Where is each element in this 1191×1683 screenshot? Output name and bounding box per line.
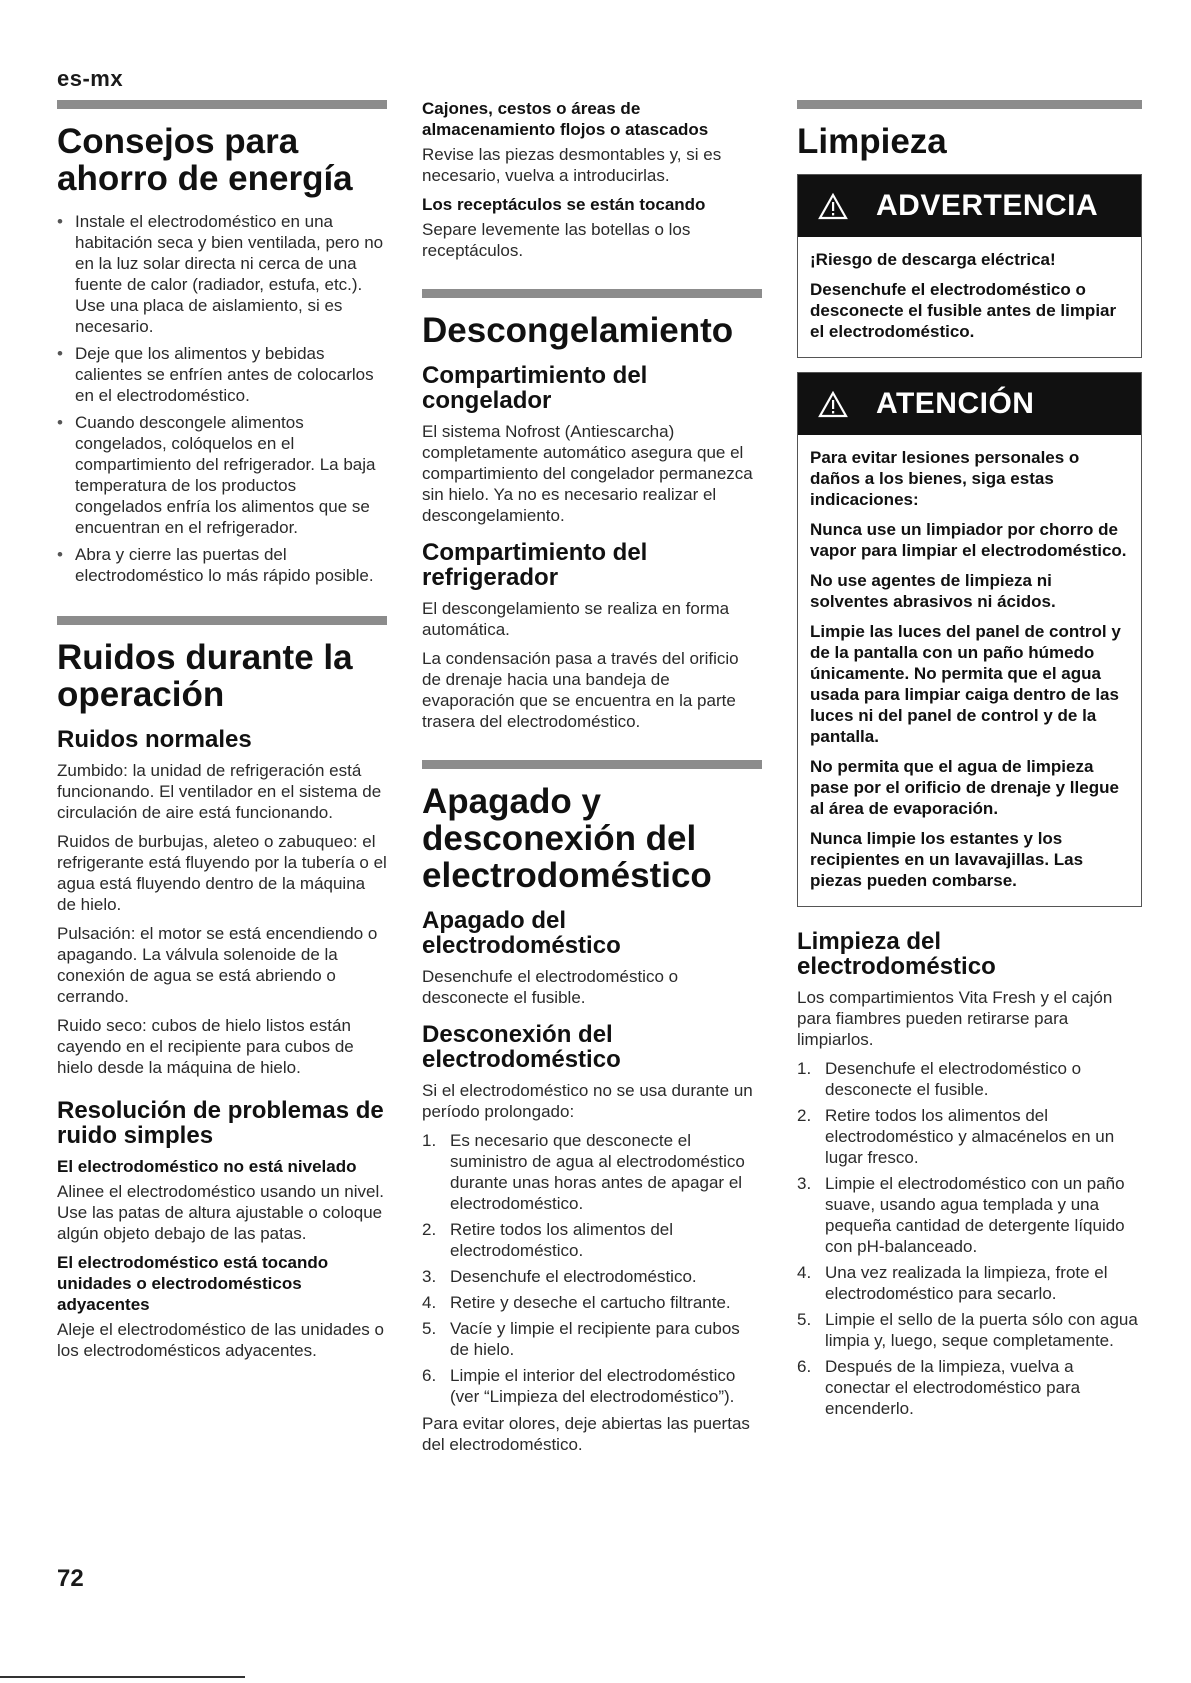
caution-line: Nunca use un limpiador por chorro de vapor para limpiar el electrodoméstico. xyxy=(810,520,1127,560)
language-code: es-mx xyxy=(57,66,124,91)
section-title-energy: Consejos para ahorro de energía xyxy=(57,122,353,198)
section-title-shutdown: Apagado y desconexión del electrodoméstico xyxy=(422,782,712,895)
list-item: 2. Retire todos los alimentos del electrodoméstico. xyxy=(422,1220,674,1260)
paragraph: El descongelamiento se realiza en forma automática. xyxy=(422,599,730,639)
section-divider xyxy=(57,616,387,625)
list-item: 6. Después de la limpieza, vuelva a conectar el electrodoméstico para encenderlo. xyxy=(797,1357,1081,1418)
page-number: 72 xyxy=(57,1565,84,1592)
problem-title-containers: Los receptáculos se están tocando xyxy=(422,195,706,214)
disconnect-steps-list xyxy=(422,1130,762,1407)
paragraph: Alinee el electrodoméstico usando un nivel. Use las patas de altura ajustable o coloque algún objeto debajo de las patas. xyxy=(57,1182,384,1243)
list-item: • Deje que los alimentos y bebidas calientes se enfríen antes de colocarlos en el electrodoméstico. xyxy=(57,343,387,406)
cleaning-steps-list xyxy=(797,1058,1142,1419)
list-item: 4. Una vez realizada la limpieza, frote el electrodoméstico para secarlo. xyxy=(797,1263,1108,1303)
column-middle xyxy=(422,98,762,1463)
paragraph: El sistema Nofrost (Antiescarcha) completamente automático asegura que el compartimiento del congelador permanezca sin hielo. Ya no es necesario realizar el descongelamiento. xyxy=(422,422,753,525)
subsection-title-clean-appliance: Limpieza del electrodoméstico xyxy=(797,928,996,980)
section-divider xyxy=(797,100,1142,109)
paragraph: Pulsación: el motor se está encendiendo o apagando. La válvula solenoide de la conexión de agua se está abriendo o cerrando. xyxy=(57,924,378,1006)
warning-label: ADVERTENCIA xyxy=(876,189,1099,222)
section-divider xyxy=(422,289,762,298)
paragraph: Para evitar olores, deje abiertas las puertas del electrodoméstico. xyxy=(422,1414,750,1454)
caution-header xyxy=(798,373,1141,435)
paragraph: Revise las piezas desmontables y, si es necesario, vuelva a introducirlas. xyxy=(422,145,722,185)
caution-box xyxy=(797,372,1142,907)
list-item: 3. Desenchufe el electrodoméstico. xyxy=(422,1267,697,1286)
list-item: • Abra y cierre las puertas del electrodoméstico lo más rápido posible. xyxy=(57,544,387,586)
problem-title-not-level: El electrodoméstico no está nivelado xyxy=(57,1157,357,1176)
problem-title-drawers: Cajones, cestos o áreas de almacenamiento flojos o atascados xyxy=(422,99,709,139)
list-item: 6. Limpie el interior del electrodoméstico (ver “Limpieza del electrodoméstico”). xyxy=(422,1366,736,1406)
warning-triangle-icon xyxy=(818,193,848,220)
section-divider xyxy=(57,100,387,109)
list-item: 5. Limpie el sello de la puerta sólo con agua limpia y, luego, seque completamente. xyxy=(797,1310,1138,1350)
paragraph: La condensación pasa a través del orificio de drenaje hacia una bandeja de evaporación que se encuentra en la parte trasera del electrodoméstico. xyxy=(422,649,739,731)
subsection-title-troubleshoot: Resolución de problemas de ruido simples xyxy=(57,1097,384,1149)
warning-box xyxy=(797,174,1142,358)
paragraph: Zumbido: la unidad de refrigeración está funcionando. El ventilador en el sistema de circulación de aire está funcionando. xyxy=(57,761,382,822)
caution-line: Limpie las luces del panel de control y de la pantalla con un paño húmedo únicamente. No permita que el agua usada para limpiar caiga dentro de las luces ni del panel de control y de la pantalla. xyxy=(810,622,1121,746)
paragraph: Aleje el electrodoméstico de las unidades o los electrodomésticos adyacentes. xyxy=(57,1320,384,1360)
problem-title-touching: El electrodoméstico está tocando unidades o electrodomésticos adyacentes xyxy=(57,1253,329,1314)
list-item: 3. Limpie el electrodoméstico con un paño suave, usando agua templada y una pequeña cantidad de detergente líquido con pH-balanceado. xyxy=(797,1174,1125,1256)
paragraph: Ruido seco: cubos de hielo listos están cayendo en el recipiente para cubos de hielo desde la máquina de hielo. xyxy=(57,1016,354,1077)
column-right xyxy=(797,100,1142,1425)
list-item: 1. Es necesario que desconecte el suministro de agua al electrodoméstico durante unas horas antes de apagar el electrodoméstico. xyxy=(422,1131,745,1213)
energy-tips-list xyxy=(57,211,387,586)
section-title-cleaning: Limpieza xyxy=(797,122,947,161)
caution-line: Para evitar lesiones personales o daños a los bienes, siga estas indicaciones: xyxy=(810,448,1080,509)
section-title-defrost: Descongelamiento xyxy=(422,311,734,350)
subsection-title-freezer: Compartimiento del congelador xyxy=(422,362,648,414)
section-title-noise: Ruidos durante la operación xyxy=(57,638,353,714)
warning-header xyxy=(798,175,1141,237)
warning-line: ¡Riesgo de descarga eléctrica! xyxy=(810,250,1056,269)
paragraph: Ruidos de burbujas, aleteo o zabuqueo: el refrigerante está fluyendo por la tubería o el agua está fluyendo dentro de la máquina de hielo. xyxy=(57,832,387,914)
paragraph: Si el electrodoméstico no se usa durante un período prolongado: xyxy=(422,1081,753,1121)
subsection-title-normal-noise: Ruidos normales xyxy=(57,726,252,753)
footer-rule xyxy=(0,1676,245,1678)
caution-line: Nunca limpie los estantes y los recipientes en un lavavajillas. Las piezas pueden combarse. xyxy=(810,829,1084,890)
list-item: 4. Retire y deseche el cartucho filtrante. xyxy=(422,1293,731,1312)
section-divider xyxy=(422,760,762,769)
paragraph: Desenchufe el electrodoméstico o desconecte el fusible. xyxy=(422,967,679,1007)
caution-body xyxy=(798,435,1141,906)
warning-line: Desenchufe el electrodoméstico o desconecte el fusible antes de limpiar el electrodoméstico. xyxy=(810,280,1117,341)
list-item: 1. Desenchufe el electrodoméstico o desconecte el fusible. xyxy=(797,1059,1082,1099)
subsection-title-power-off: Apagado del electrodoméstico xyxy=(422,907,621,959)
caution-triangle-icon xyxy=(818,391,848,418)
caution-label: ATENCIÓN xyxy=(876,387,1035,420)
paragraph: Separe levemente las botellas o los receptáculos. xyxy=(422,220,691,260)
column-left xyxy=(57,100,387,1369)
subsection-title-disconnect: Desconexión del electrodoméstico xyxy=(422,1021,621,1073)
paragraph: Los compartimientos Vita Fresh y el cajón para fiambres pueden retirarse para limpiarlos. xyxy=(797,988,1113,1049)
warning-body xyxy=(798,237,1141,357)
subsection-title-fridge: Compartimiento del refrigerador xyxy=(422,539,648,591)
list-item: 5. Vacíe y limpie el recipiente para cubos de hielo. xyxy=(422,1319,740,1359)
list-item: • Instale el electrodoméstico en una habitación seca y bien ventilada, pero no en la luz solar directa ni cerca de una fuente de calor (radiador, estufa, etc.). Use una placa de aislamiento, si es necesario. xyxy=(57,211,387,337)
caution-line: No use agentes de limpieza ni solventes abrasivos ni ácidos. xyxy=(810,571,1056,611)
caution-line: No permita que el agua de limpieza pase por el orificio de drenaje y llegue al área de evaporación. xyxy=(810,757,1119,818)
list-item: 2. Retire todos los alimentos del electrodoméstico y almacénelos en un lugar fresco. xyxy=(797,1106,1115,1167)
list-item: • Cuando descongele alimentos congelados, colóquelos en el compartimiento del refrigerador. La baja temperatura de los productos congelados enfría los alimentos que se encuentran en el refrigerador. xyxy=(57,412,387,538)
